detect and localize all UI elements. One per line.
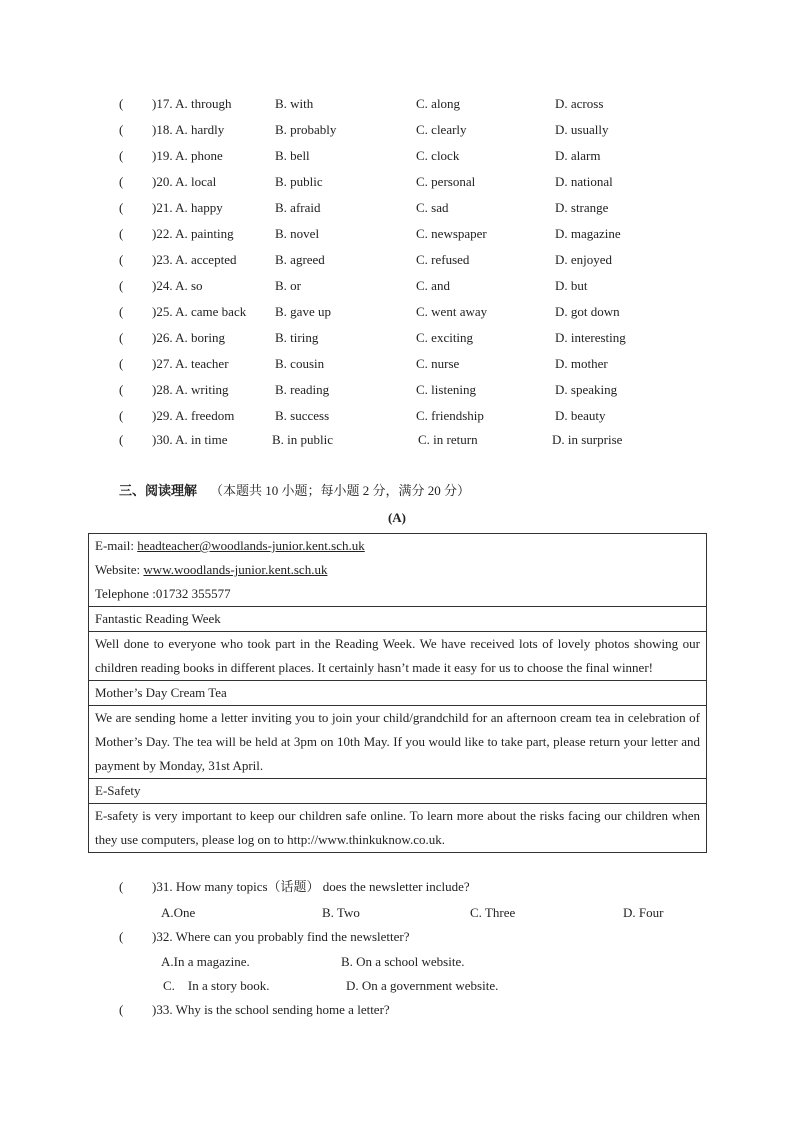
option-c: C. In a story book. xyxy=(163,978,270,993)
option-b: B. in public xyxy=(272,432,334,447)
question-row xyxy=(0,172,794,192)
option-a: A.One xyxy=(161,905,196,920)
option-c: C. in return xyxy=(418,432,478,447)
topic-body: E-safety is very important to keep our children safe online. To learn more about the risks facing our children when they use computers, please log on to http://www.thinkuknow.co.uk. xyxy=(89,804,707,853)
question-stem: )32. Where can you probably find the newsletter? xyxy=(152,929,410,944)
answer-bracket: ( xyxy=(119,96,124,111)
option-d: D. across xyxy=(555,96,604,111)
option-b: B. gave up xyxy=(275,304,331,319)
answer-bracket: ( xyxy=(119,226,124,241)
answer-bracket: ( xyxy=(119,432,124,447)
option-b: B. success xyxy=(275,408,330,423)
question-stem: )33. Why is the school sending home a letter? xyxy=(152,1002,390,1017)
option-c: C. clock xyxy=(416,148,460,163)
topic-body: Well done to everyone who took part in the Reading Week. We have received lots of lovely photos showing our children reading books in different places. It certainly hasn’t made it easy for us to choose the final winner! xyxy=(89,632,707,681)
answer-bracket: ( xyxy=(119,148,124,163)
question-stem: )31. How many topics（话题） does the newsletter include? xyxy=(152,879,470,894)
option-b: B. agreed xyxy=(275,252,325,267)
option-c: C. along xyxy=(416,96,461,111)
telephone-line: Telephone :01732 355577 xyxy=(95,586,231,601)
option-c: C. went away xyxy=(416,304,488,319)
question-row xyxy=(0,198,794,218)
topic-heading: Fantastic Reading Week xyxy=(89,607,707,632)
option-c: C. Three xyxy=(470,905,516,920)
option-c: C. clearly xyxy=(416,122,467,137)
option-b: B. cousin xyxy=(275,356,325,371)
option-c: C. newspaper xyxy=(416,226,487,241)
question-row xyxy=(0,276,794,296)
option-a: )26. A. boring xyxy=(152,330,225,345)
option-a: )22. A. painting xyxy=(152,226,234,241)
option-a: )24. A. so xyxy=(152,278,203,293)
option-d: D. national xyxy=(555,174,613,189)
topic-heading: Mother’s Day Cream Tea xyxy=(89,681,707,706)
answer-bracket: ( xyxy=(119,929,124,944)
answer-bracket: ( xyxy=(119,1002,124,1017)
option-d: D. interesting xyxy=(555,330,626,345)
option-b: B. novel xyxy=(275,226,320,241)
option-d: D. magazine xyxy=(555,226,621,241)
topic-heading: E-Safety xyxy=(89,779,707,804)
question-row xyxy=(0,224,794,244)
answer-bracket: ( xyxy=(119,278,124,293)
newsletter-table xyxy=(88,533,707,853)
answer-bracket: ( xyxy=(119,408,124,423)
option-d: D. speaking xyxy=(555,382,618,397)
topic-heading-row xyxy=(89,779,707,804)
option-c: C. listening xyxy=(416,382,476,397)
question-row xyxy=(0,328,794,348)
question-row xyxy=(0,354,794,374)
section-heading xyxy=(119,481,470,501)
option-b: B. reading xyxy=(275,382,330,397)
question-row xyxy=(0,430,794,450)
question-row xyxy=(0,120,794,140)
question-row xyxy=(0,302,794,322)
option-c: C. personal xyxy=(416,174,476,189)
question-row xyxy=(0,94,794,114)
option-d: D. mother xyxy=(555,356,608,371)
option-b: B. afraid xyxy=(275,200,321,215)
option-a: )20. A. local xyxy=(152,174,217,189)
option-b: B. probably xyxy=(275,122,337,137)
option-c: C. refused xyxy=(416,252,470,267)
option-d: D. usually xyxy=(555,122,609,137)
option-a: )18. A. hardly xyxy=(152,122,225,137)
topic-body: We are sending home a letter inviting you to join your child/grandchild for an afternoon cream tea in celebration of Mother’s Day. The tea will be held at 3pm on 10th May. If you would like to take part, please return your letter and payment by Monday, 31st April. xyxy=(89,706,707,779)
option-c: C. friendship xyxy=(416,408,484,423)
topic-heading-row xyxy=(89,681,707,706)
option-b: B. Two xyxy=(322,905,360,920)
section-title: 三、阅读理解 xyxy=(119,483,198,498)
contact-cell xyxy=(89,534,707,607)
option-a: )17. A. through xyxy=(152,96,232,111)
option-b: B. tiring xyxy=(275,330,319,345)
option-c: C. nurse xyxy=(416,356,460,371)
answer-bracket: ( xyxy=(119,200,124,215)
topic-body-row xyxy=(89,804,707,853)
question-row xyxy=(0,250,794,270)
topic-heading-row xyxy=(89,607,707,632)
option-a: )30. A. in time xyxy=(152,432,228,447)
section-note: （本题共 10 小题；每小题 2 分，满分 20 分） xyxy=(210,483,471,498)
option-c: C. exciting xyxy=(416,330,474,345)
option-a: )29. A. freedom xyxy=(152,408,235,423)
option-d: D. alarm xyxy=(555,148,601,163)
option-b: B. with xyxy=(275,96,314,111)
option-d: D. but xyxy=(555,278,588,293)
answer-bracket: ( xyxy=(119,330,124,345)
answer-bracket: ( xyxy=(119,304,124,319)
question-row xyxy=(0,380,794,400)
option-a: A.In a magazine. xyxy=(161,954,250,969)
option-d: D. got down xyxy=(555,304,620,319)
option-b: B. or xyxy=(275,278,301,293)
option-a: )21. A. happy xyxy=(152,200,223,215)
contact-row xyxy=(89,534,707,607)
option-c: C. sad xyxy=(416,200,449,215)
option-d: D. beauty xyxy=(555,408,606,423)
option-a: )19. A. phone xyxy=(152,148,223,163)
option-a: )23. A. accepted xyxy=(152,252,237,267)
option-b: B. On a school website. xyxy=(341,954,465,969)
website-label: Website: xyxy=(95,562,144,577)
topic-body-row xyxy=(89,632,707,681)
question-row xyxy=(0,406,794,426)
option-a: )25. A. came back xyxy=(152,304,247,319)
option-a: )28. A. writing xyxy=(152,382,229,397)
option-c: C. and xyxy=(416,278,450,293)
option-d: D. strange xyxy=(555,200,609,215)
website-line xyxy=(95,558,700,582)
option-d: D. On a government website. xyxy=(346,978,499,993)
answer-bracket: ( xyxy=(119,122,124,137)
answer-bracket: ( xyxy=(119,174,124,189)
answer-bracket: ( xyxy=(119,252,124,267)
email-label: E-mail: xyxy=(95,538,138,553)
option-d: D. Four xyxy=(623,905,664,920)
answer-bracket: ( xyxy=(119,382,124,397)
option-a: )27. A. teacher xyxy=(152,356,229,371)
topic-body-row xyxy=(89,706,707,779)
question-row xyxy=(0,146,794,166)
passage-label: (A) xyxy=(387,510,407,525)
email-line xyxy=(95,534,700,558)
option-b: B. bell xyxy=(275,148,310,163)
option-d: D. in surprise xyxy=(552,432,623,447)
option-d: D. enjoyed xyxy=(555,252,613,267)
email-link[interactable]: headteacher@woodlands-junior.kent.sch.uk xyxy=(137,538,365,553)
option-b: B. public xyxy=(275,174,323,189)
answer-bracket: ( xyxy=(119,879,124,894)
website-link[interactable]: www.woodlands-junior.kent.sch.uk xyxy=(143,562,328,577)
answer-bracket: ( xyxy=(119,356,124,371)
